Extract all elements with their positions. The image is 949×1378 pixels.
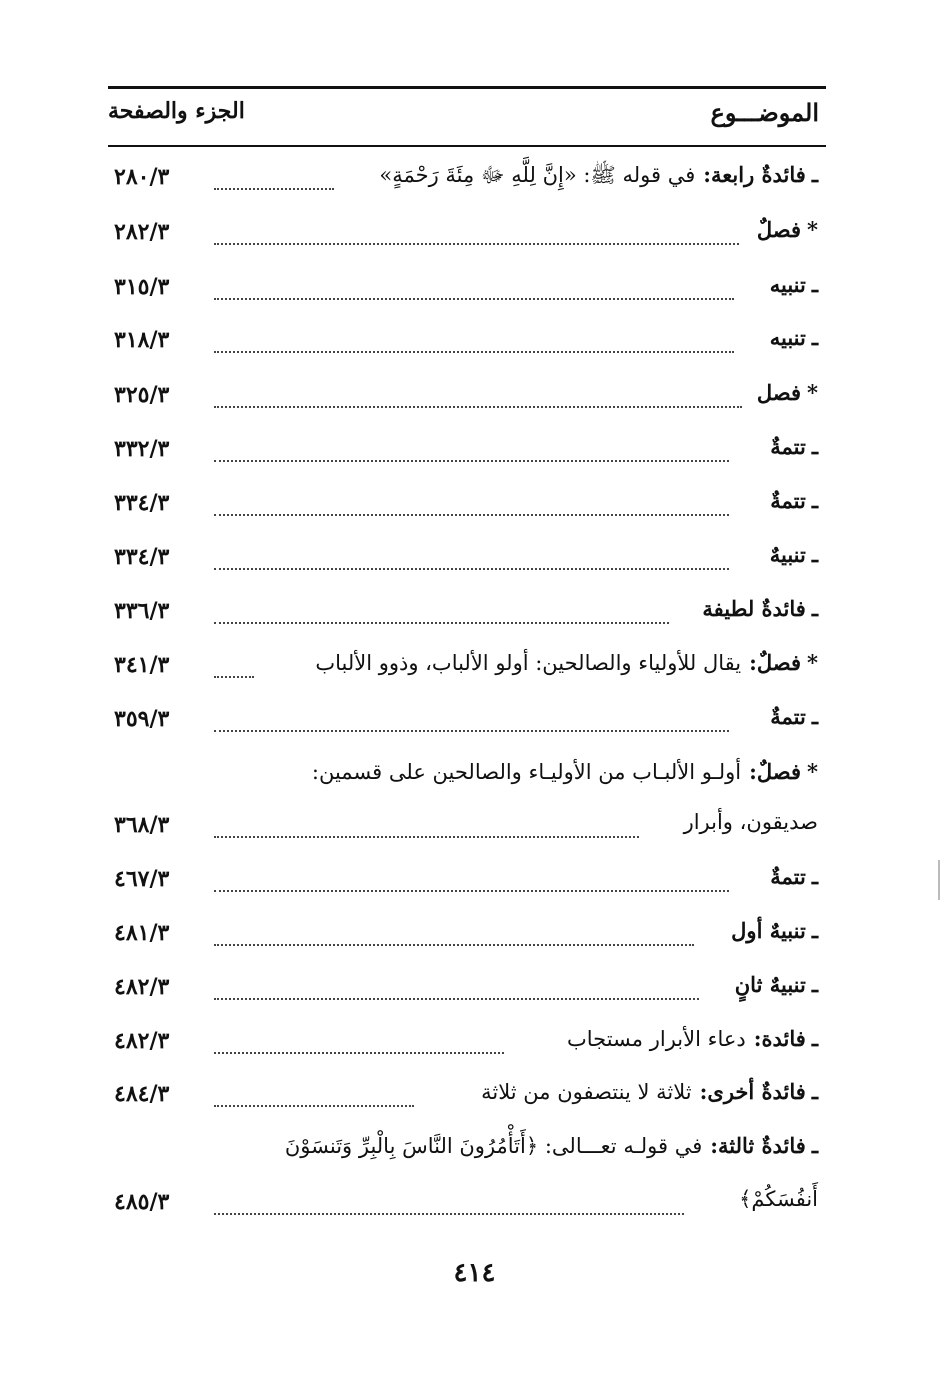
entry-marker: ـ bbox=[811, 864, 818, 889]
entry-marker: ـ bbox=[811, 542, 818, 567]
toc-entry bbox=[108, 160, 818, 200]
entry-title: تنبيهٌ ثانٍ bbox=[734, 972, 806, 997]
toc-entry-label bbox=[770, 434, 818, 459]
dot-leader bbox=[214, 1052, 504, 1054]
entry-page-ref: ٤٨١/٣ bbox=[114, 920, 170, 946]
toc-entry bbox=[108, 594, 818, 634]
page-number: ٤١٤ bbox=[453, 1258, 496, 1288]
toc-entry bbox=[108, 648, 818, 688]
entry-marker: ـ bbox=[811, 488, 818, 513]
entry-marker: * bbox=[807, 759, 818, 784]
toc-entry-label bbox=[731, 918, 818, 943]
entry-title: تتمةٌ bbox=[770, 864, 806, 889]
entry-text: دعاء الأبرار مستجاب bbox=[567, 1027, 746, 1051]
toc-entry-label bbox=[315, 650, 818, 675]
scan-margin-mark bbox=[938, 860, 940, 900]
toc-entry bbox=[108, 916, 818, 956]
toc-entry bbox=[108, 323, 818, 363]
entry-title: فائدة: bbox=[753, 1026, 806, 1051]
dot-leader bbox=[214, 460, 729, 462]
dot-leader bbox=[214, 622, 669, 624]
entry-page-ref: ٣١٥/٣ bbox=[114, 274, 170, 300]
toc-entry-label bbox=[770, 325, 818, 350]
page-column-header: الجزء والصفحة bbox=[108, 98, 245, 124]
dot-leader bbox=[214, 243, 739, 245]
toc-entry bbox=[108, 1024, 818, 1064]
entry-page-ref: ٣٤١/٣ bbox=[114, 652, 170, 678]
dot-leader bbox=[214, 406, 742, 408]
header-bottom-rule bbox=[108, 145, 826, 147]
entry-text: صديقون، وأبرار bbox=[683, 810, 818, 834]
toc-entry-label bbox=[770, 488, 818, 513]
entry-marker: * bbox=[807, 380, 818, 405]
toc-entry bbox=[108, 1077, 818, 1117]
dot-leader bbox=[214, 188, 334, 190]
dot-leader bbox=[214, 351, 734, 353]
entry-marker: ـ bbox=[811, 325, 818, 350]
entry-page-ref: ٣٣٦/٣ bbox=[114, 598, 170, 624]
toc-entry bbox=[108, 757, 818, 797]
toc-entry bbox=[108, 432, 818, 472]
toc-entry bbox=[108, 862, 818, 902]
entry-marker: ـ bbox=[811, 1026, 818, 1051]
entry-page-ref: ٣١٨/٣ bbox=[114, 327, 170, 353]
toc-entry bbox=[108, 270, 818, 310]
entry-page-ref: ٣٥٩/٣ bbox=[114, 706, 170, 732]
toc-entry bbox=[108, 808, 818, 848]
toc-entry bbox=[108, 1185, 818, 1225]
toc-entry-label bbox=[770, 542, 818, 567]
entry-marker: * bbox=[807, 650, 818, 675]
entry-page-ref: ٤٨٢/٣ bbox=[114, 1028, 170, 1054]
topic-column-header: الموضـــوع bbox=[710, 98, 819, 127]
entry-page-ref: ٣٦٨/٣ bbox=[114, 812, 170, 838]
entry-title: تتمةٌ bbox=[770, 704, 806, 729]
entry-marker: ـ bbox=[811, 596, 818, 621]
dot-leader bbox=[214, 730, 729, 732]
entry-title: تنبيه bbox=[769, 325, 806, 350]
entry-title: فائدةٌ ثالثة: bbox=[710, 1133, 806, 1158]
entry-title: تتمةٌ bbox=[770, 488, 806, 513]
toc-entry-label bbox=[770, 864, 818, 889]
entry-text: أولـو الألبـاب من الأوليـاء والصالحين على قسمين: bbox=[311, 760, 742, 784]
entry-page-ref: ٢٨٠/٣ bbox=[114, 164, 170, 190]
dot-leader bbox=[214, 1105, 414, 1107]
toc-entry bbox=[108, 702, 818, 742]
entry-title: تنبيه bbox=[769, 272, 806, 297]
toc-entry bbox=[108, 970, 818, 1010]
entry-title: تتمةٌ bbox=[770, 434, 806, 459]
entry-page-ref: ٤٨٤/٣ bbox=[114, 1081, 170, 1107]
entry-marker: ـ bbox=[811, 918, 818, 943]
entry-marker: ـ bbox=[811, 972, 818, 997]
entry-marker: ـ bbox=[811, 1079, 818, 1104]
entry-text: أَنفُسَكُمْ﴾ bbox=[739, 1187, 818, 1211]
toc-entry-label bbox=[770, 704, 818, 729]
entry-text: ثلاثة لا ينتصفون من ثلاثة bbox=[481, 1080, 692, 1104]
entry-page-ref: ٤٨٥/٣ bbox=[114, 1189, 170, 1215]
entry-title: فصلٌ bbox=[756, 217, 802, 242]
entry-marker: ـ bbox=[811, 704, 818, 729]
entry-page-ref: ٢٨٢/٣ bbox=[114, 219, 170, 245]
dot-leader bbox=[214, 676, 254, 678]
toc-entry-label bbox=[735, 972, 818, 997]
entry-page-ref: ٤٦٧/٣ bbox=[114, 866, 170, 892]
dot-leader bbox=[214, 1213, 684, 1215]
entry-marker: ـ bbox=[811, 272, 818, 297]
entry-text: في قوله ﷺ: «إِنَّ لِلَّهِ ﷻ مِئَةَ رَحْمَةٍ» bbox=[379, 163, 696, 187]
toc-entry-label bbox=[312, 759, 818, 784]
entry-page-ref: ٣٣٢/٣ bbox=[114, 436, 170, 462]
toc-entry-label bbox=[684, 810, 818, 834]
toc-entry-label bbox=[702, 596, 818, 621]
entry-text: في قولـه تعـــالى: ﴿أَتَأْمُرُونَ النَّاسَ بِالْبِرِّ وَتَنسَوْنَ bbox=[284, 1134, 703, 1158]
dot-leader bbox=[214, 836, 639, 838]
header-top-rule bbox=[108, 86, 826, 89]
toc-entry-label bbox=[567, 1026, 818, 1051]
toc-entry-label bbox=[379, 162, 818, 193]
entry-title: تنبيهٌ أول bbox=[731, 918, 806, 943]
dot-leader bbox=[214, 944, 694, 946]
entry-marker: ـ bbox=[811, 1133, 818, 1158]
entry-title: فصلٌ: bbox=[749, 650, 802, 675]
toc-entry bbox=[108, 378, 818, 418]
entry-title: تنبيهٌ bbox=[769, 542, 806, 567]
entry-marker: * bbox=[807, 217, 818, 242]
entry-text: يقال للأولياء والصالحين: أولو الألباب، وذوو الألباب bbox=[315, 651, 742, 675]
entry-title: فائدةٌ لطيفة bbox=[702, 596, 806, 621]
dot-leader bbox=[214, 514, 729, 516]
entry-title: فصلٌ: bbox=[749, 759, 802, 784]
entry-marker: ـ bbox=[811, 434, 818, 459]
entry-page-ref: ٤٨٢/٣ bbox=[114, 974, 170, 1000]
toc-entry bbox=[108, 1131, 818, 1171]
dot-leader bbox=[214, 998, 699, 1000]
entry-title: فصل bbox=[756, 380, 802, 405]
toc-entry-label bbox=[285, 1133, 818, 1158]
toc-entry-label bbox=[757, 380, 818, 405]
toc-entry-label bbox=[739, 1187, 818, 1211]
dot-leader bbox=[214, 298, 734, 300]
dot-leader bbox=[214, 890, 729, 892]
toc-entry-label bbox=[757, 217, 818, 242]
entry-title: فائدةٌ أخرى: bbox=[699, 1079, 806, 1104]
entry-page-ref: ٣٣٤/٣ bbox=[114, 490, 170, 516]
toc-entry bbox=[108, 215, 818, 255]
toc-entry-label bbox=[481, 1079, 818, 1104]
entry-marker: ـ bbox=[811, 162, 818, 187]
toc-entry bbox=[108, 540, 818, 580]
entry-page-ref: ٣٢٥/٣ bbox=[114, 382, 170, 408]
dot-leader bbox=[214, 568, 729, 570]
entry-title: فائدةٌ رابعة: bbox=[703, 162, 806, 187]
entry-page-ref: ٣٣٤/٣ bbox=[114, 544, 170, 570]
toc-entry-label bbox=[770, 272, 818, 297]
toc-entry bbox=[108, 486, 818, 526]
